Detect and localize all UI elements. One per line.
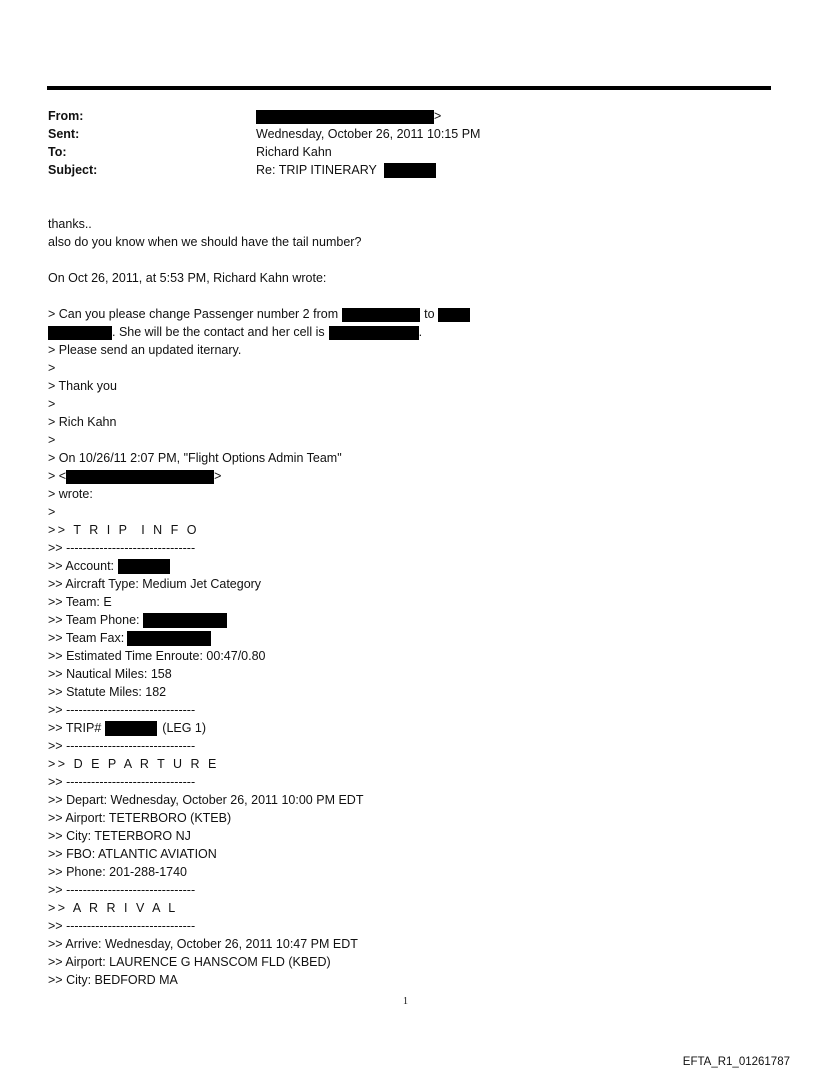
body-line (48, 557, 170, 575)
body-text: >> Team Fax: (48, 631, 125, 645)
body-line (48, 305, 470, 323)
body-line: > Rich Kahn (48, 415, 117, 429)
body-text: to (424, 307, 435, 321)
sent-label: Sent: (48, 127, 80, 141)
sent-value: Wednesday, October 26, 2011 10:15 PM (256, 127, 481, 141)
redaction-block (342, 308, 420, 322)
body-line: >> Team: E (48, 595, 112, 609)
body-line: >> Depart: Wednesday, October 26, 2011 10:00 PM EDT (48, 793, 364, 807)
body-line: >> Airport: LAURENCE G HANSCOM FLD (KBED) (48, 955, 331, 969)
subject-value (256, 161, 436, 179)
redaction-block (118, 559, 170, 574)
body-line: also do you know when we should have the tail number? (48, 235, 362, 249)
body-line: On Oct 26, 2011, at 5:53 PM, Richard Kahn wrote: (48, 271, 327, 285)
body-text: >> Account: (48, 559, 115, 573)
redaction-block (256, 110, 434, 124)
body-line: > (48, 505, 56, 519)
body-line: > (48, 361, 56, 375)
redaction-block (66, 470, 214, 484)
body-text: >> Team Phone: (48, 613, 140, 627)
body-line: > Thank you (48, 379, 117, 393)
body-line: > (48, 433, 56, 447)
body-line: >> City: BEDFORD MA (48, 973, 178, 987)
body-line: >> ------------------------------- (48, 541, 196, 555)
body-line (48, 629, 211, 647)
body-text: . (418, 325, 423, 339)
body-line: >> ------------------------------- (48, 775, 196, 789)
body-line: >> ------------------------------- (48, 739, 196, 753)
body-line: > Please send an updated iternary. (48, 343, 242, 357)
redaction-block (127, 631, 211, 646)
from-label: From: (48, 109, 84, 123)
body-line: thanks.. (48, 217, 92, 231)
from-value (256, 107, 441, 125)
redaction-block (438, 308, 470, 322)
redaction-block (384, 163, 436, 178)
body-line (48, 323, 422, 341)
document-id: EFTA_R1_01261787 (682, 1056, 790, 1068)
body-line: > wrote: (48, 487, 93, 501)
subject-text: Re: TRIP ITINERARY (256, 163, 377, 177)
body-text: (LEG 1) (162, 721, 207, 735)
from-suffix: > (434, 109, 442, 123)
body-line: > (48, 397, 56, 411)
to-label: To: (48, 145, 67, 159)
redaction-block (105, 721, 157, 736)
body-line: >> ------------------------------- (48, 703, 196, 717)
body-text: > Can you please change Passenger number 2 from (48, 307, 339, 321)
section-heading: >> T R I P I N F O (48, 523, 200, 537)
body-line: >> City: TETERBORO NJ (48, 829, 191, 843)
body-line: >> FBO: ATLANTIC AVIATION (48, 847, 217, 861)
body-line: > On 10/26/11 2:07 PM, "Flight Options Admin Team" (48, 451, 342, 465)
body-line: >> Estimated Time Enroute: 00:47/0.80 (48, 649, 266, 663)
body-line: >> Airport: TETERBORO (KTEB) (48, 811, 232, 825)
body-text: . She will be the contact and her cell is (112, 325, 325, 339)
body-text: > (214, 469, 222, 483)
body-line (48, 467, 221, 485)
body-line: >> ------------------------------- (48, 883, 196, 897)
redaction-block (329, 326, 419, 340)
body-line: >> Nautical Miles: 158 (48, 667, 172, 681)
body-line (48, 719, 206, 737)
body-text: > < (48, 469, 67, 483)
body-line: >> Aircraft Type: Medium Jet Category (48, 577, 262, 591)
header-rule (47, 86, 771, 90)
body-line (48, 611, 227, 629)
to-value: Richard Kahn (256, 145, 332, 159)
section-heading: >> A R R I V A L (48, 901, 178, 915)
redaction-block (48, 326, 112, 340)
body-line: >> Statute Miles: 182 (48, 685, 167, 699)
subject-label: Subject: (48, 163, 98, 177)
section-heading: >> D E P A R T U R E (48, 757, 219, 771)
body-line: >> ------------------------------- (48, 919, 196, 933)
body-line: >> Arrive: Wednesday, October 26, 2011 10:47 PM EDT (48, 937, 358, 951)
body-text: >> TRIP# (48, 721, 102, 735)
page-number: 1 (403, 996, 408, 1007)
body-line: >> Phone: 201-288-1740 (48, 865, 188, 879)
redaction-block (143, 613, 227, 628)
